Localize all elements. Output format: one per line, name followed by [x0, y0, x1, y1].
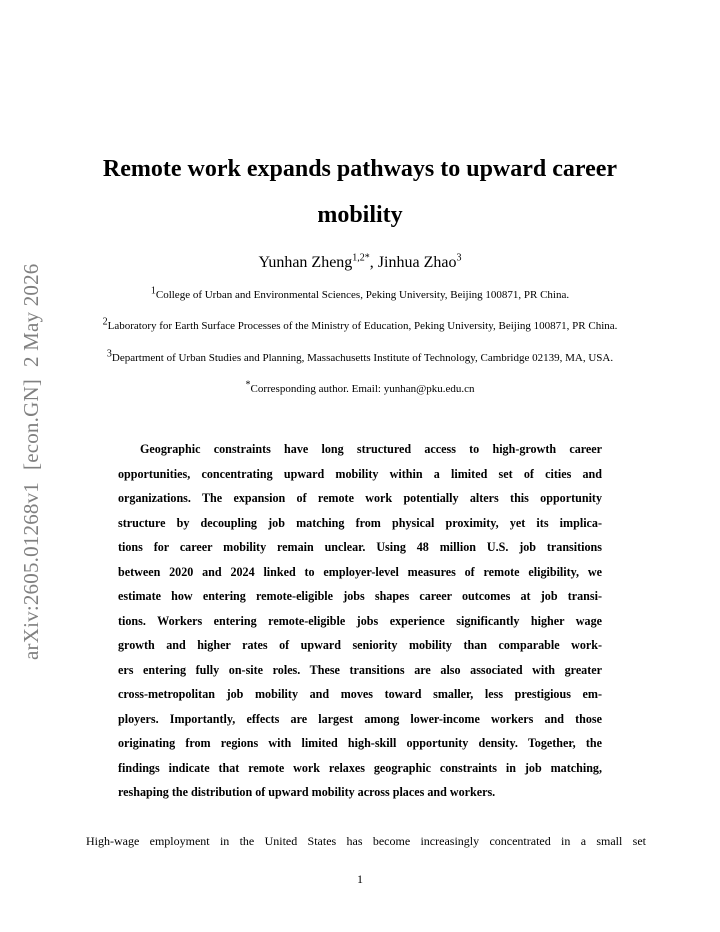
- affiliation-text: Laboratory for Earth Surface Processes of the Ministry of Education, Peking University, Beijing 100871, PR China.: [107, 320, 618, 332]
- body-text-first-line: High-wage employment in the United States has become increasingly concentrated in a small set: [86, 834, 646, 848]
- abstract-line: ployers. Importantly, effects are largest among lower-income workers and those: [118, 711, 602, 726]
- abstract-line: organizations. The expansion of remote work potentially alters this opportunity: [118, 491, 602, 505]
- affiliation-text: Department of Urban Studies and Planning, Massachusetts Institute of Technology, Cambridge 02139, MA, USA.: [111, 352, 614, 364]
- page-number: 1: [357, 872, 363, 886]
- paper-title-line: mobility: [317, 202, 403, 228]
- paper-title-line: Remote work expands pathways to upward career: [102, 156, 618, 182]
- abstract-line: structure by decoupling job matching from physical proximity, yet its implica-: [118, 515, 602, 530]
- corresponding-mark: *: [245, 379, 251, 391]
- affiliation-mark: 1: [150, 285, 156, 297]
- abstract-line: ers entering fully on-site roles. These transitions are also associated with greater: [118, 662, 602, 677]
- arxiv-sidebar-stamp: [16, 240, 46, 660]
- abstract-line: opportunities, concentrating upward mobility within a limited set of cities and: [118, 466, 602, 481]
- abstract-line: reshaping the distribution of upward mobility across places and workers.: [118, 785, 496, 799]
- abstract-line: growth and higher rates of upward seniority mobility than comparable work-: [118, 638, 602, 652]
- arxiv-id: arXiv:2605.01268v1: [18, 482, 43, 660]
- affiliation-3: [0, 348, 720, 364]
- author-list: [0, 254, 720, 272]
- abstract-line: tions. Workers entering remote-eligible jobs experience significantly higher wage: [118, 613, 602, 628]
- arxiv-category: [econ.GN]: [18, 378, 43, 470]
- author-affiliation-mark: 1,2*: [352, 252, 370, 264]
- author-separator: ,: [369, 254, 378, 271]
- affiliation-2: [0, 316, 720, 332]
- author-affiliation-mark: 3: [456, 252, 462, 264]
- abstract-line: between 2020 and 2024 linked to employer-level measures of remote eligibility, we: [118, 564, 602, 579]
- affiliation-mark: 2: [102, 316, 108, 328]
- paper-title: [90, 146, 630, 238]
- abstract-line: Geographic constraints have long structured access to high-growth career: [140, 442, 602, 456]
- author-name: Yunhan Zheng: [258, 254, 353, 271]
- corresponding-text: Corresponding author. Email: yunhan@pku.edu.cn: [250, 383, 475, 395]
- abstract: [118, 437, 602, 805]
- author-name: Jinhua Zhao: [377, 254, 457, 271]
- arxiv-date: 2 May 2026: [18, 263, 43, 367]
- corresponding-author: [0, 379, 720, 395]
- abstract-line: tions for career mobility remain unclear. Using 48 million U.S. job transitions: [118, 540, 602, 554]
- abstract-line: originating from regions with limited high-skill opportunity density. Together, the: [118, 736, 602, 750]
- affiliation-mark: 3: [106, 348, 112, 360]
- abstract-line: cross-metropolitan job mobility and moves toward smaller, less prestigious em-: [118, 687, 602, 701]
- affiliation-text: College of Urban and Environmental Sciences, Peking University, Beijing 100871, PR China.: [155, 289, 570, 301]
- abstract-line: findings indicate that remote work relaxes geographic constraints in job matching,: [118, 760, 602, 775]
- abstract-line: estimate how entering remote-eligible jobs shapes career outcomes at job transi-: [118, 589, 602, 603]
- affiliation-1: [0, 285, 720, 301]
